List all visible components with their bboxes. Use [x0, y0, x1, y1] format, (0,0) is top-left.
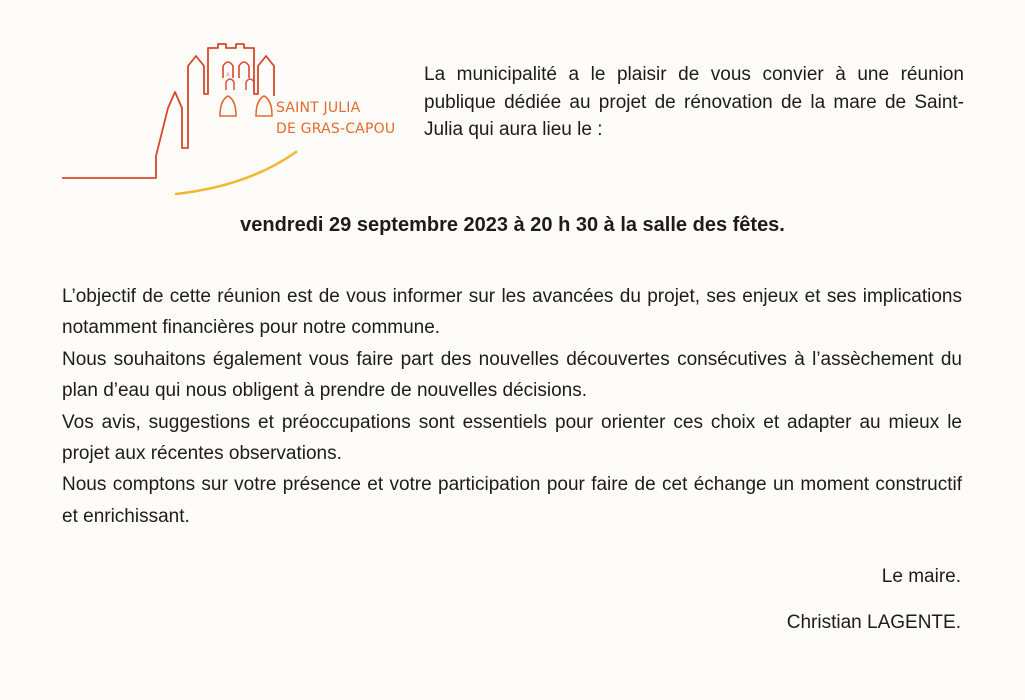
intro-paragraph: La municipalité a le plaisir de vous convier à une réunion publique dédiée au projet de rénovation de la mare de Saint-Julia qui aura lieu le :	[424, 64, 964, 140]
meeting-date: vendredi 29 septembre 2023 à 20 h 30 à la salle des fêtes.	[240, 214, 785, 236]
logo-text-line1: SAINT JULIA	[276, 100, 361, 116]
signature-name: Christian LAGENTE.	[786, 612, 961, 633]
paragraph-discoveries: Nous souhaitons également vous faire part des nouvelles découvertes consécutives à l’assèchement du plan d’eau qui nous obligent à prendre de nouvelles décisions.	[62, 348, 962, 402]
letter-body	[62, 281, 962, 532]
paragraph-objective: L’objectif de cette réunion est de vous informer sur les avancées du projet, ses enjeux et ses implications notamment financières pour notre commune.	[62, 286, 962, 339]
logo-text-line2: DE GRAS-CAPOU	[276, 121, 396, 137]
signature-title: Le maire.	[881, 566, 961, 587]
municipality-logo	[58, 38, 418, 203]
paragraph-closing: Nous comptons sur votre présence et votre participation pour faire de cet échange un moment constructif et enrichissant.	[62, 474, 962, 527]
paragraph-opinions: Vos avis, suggestions et préoccupations sont essentiels pour orienter ces choix et adapter au mieux le projet aux récentes observations.	[62, 411, 962, 465]
